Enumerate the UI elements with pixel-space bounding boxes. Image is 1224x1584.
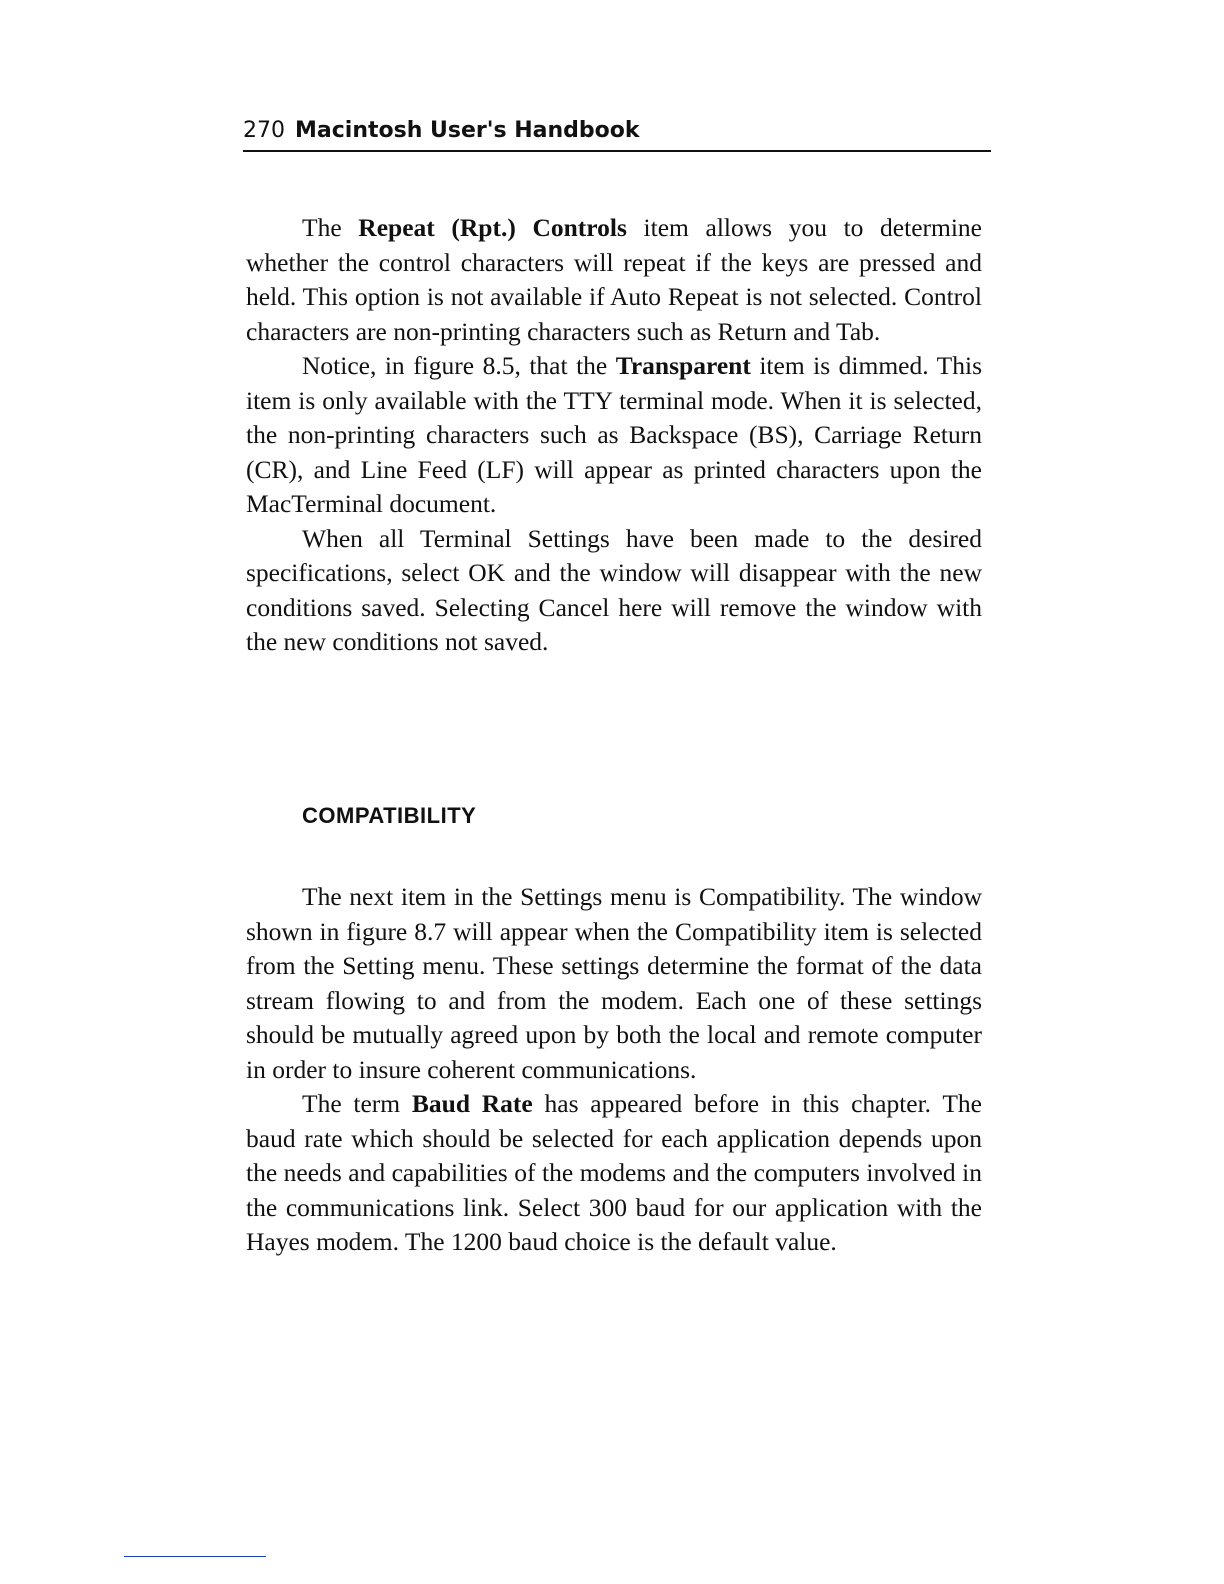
- term-transparent: Transparent: [615, 351, 751, 380]
- book-title: Macintosh User's Handbook: [295, 118, 640, 143]
- footer-rule: [124, 1556, 266, 1557]
- paragraph-repeat-controls: The Repeat (Rpt.) Controls item allows you to determine whether the control characters will repeat if the keys are pressed and held. This option is not available if Auto Repeat is not selected. Control characters are non-printing characters such as Return and Tab.: [246, 213, 982, 346]
- term-repeat-controls: Repeat (Rpt.) Controls: [358, 213, 627, 242]
- paragraph-terminal-settings: When all Terminal Settings have been made to the desired specifications, select OK and the window will disappear with the new conditions saved. Selecting Cancel here will remove the window with the new conditions not saved.: [246, 523, 982, 656]
- body-text-compatibility: [246, 880, 982, 1260]
- term-baud-rate: Baud Rate: [411, 1089, 533, 1118]
- page-header: [243, 112, 991, 152]
- paragraph-compatibility: The next item in the Settings menu is Compatibility. The window shown in figure 8.7 will appear when the Compatibility item is selected from the Setting menu. These settings determine the format of the data stream flowing to and from the modem. Each one of these settings should be mutually agreed upon by both the local and remote computer in order to insure coherent communications.: [246, 882, 982, 1084]
- body-text-top: [246, 211, 982, 660]
- paragraph-baud-rate: The term Baud Rate has appeared before in this chapter. The baud rate which should be selected for each application depends upon the needs and capabilities of the modems and the computers involved in the communications link. Select 300 baud for our application with the Hayes modem. The 1200 baud choice is the default value.: [246, 1089, 982, 1256]
- page-number: 270: [243, 118, 285, 143]
- section-heading-compatibility: COMPATIBILITY: [302, 803, 477, 828]
- paragraph-transparent: Notice, in figure 8.5, that the Transparent item is dimmed. This item is only available with the TTY terminal mode. When it is selected, the non-printing characters such as Backspace (BS), Carriage Return (CR), and Line Feed (LF) will appear as printed characters upon the MacTerminal document.: [246, 351, 982, 518]
